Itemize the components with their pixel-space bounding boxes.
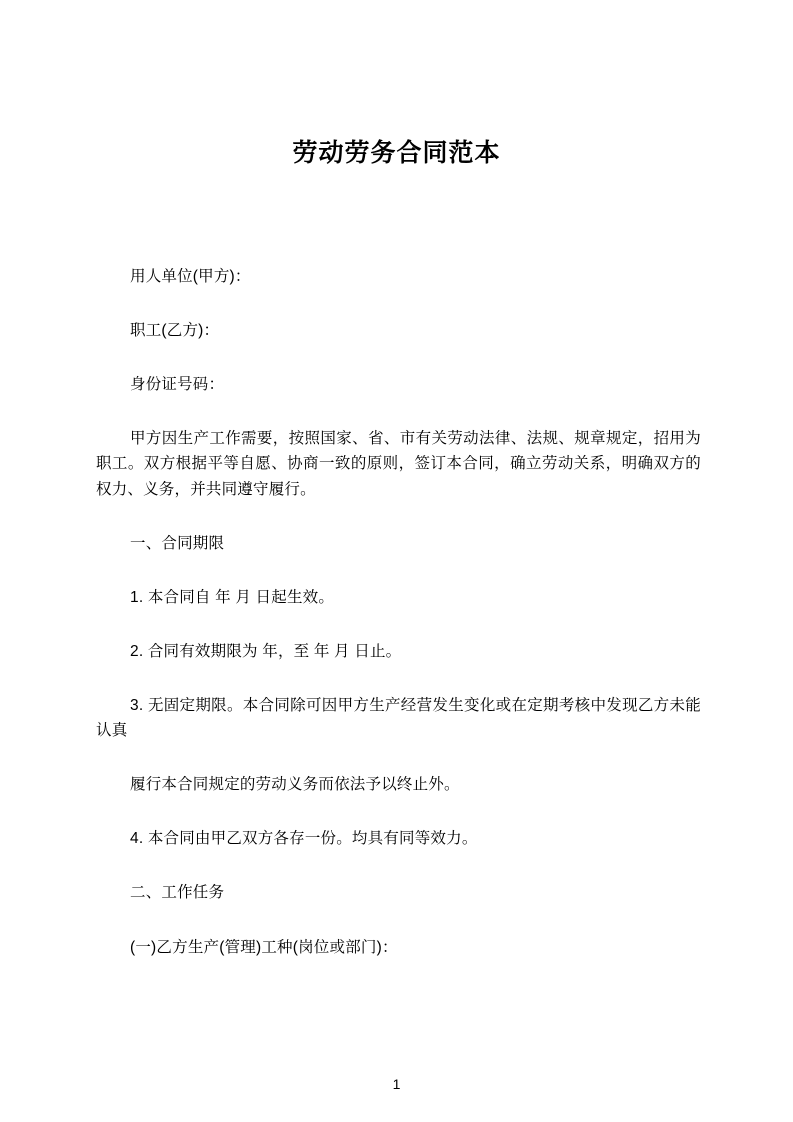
page-number: 1 xyxy=(392,1076,401,1092)
paragraph-clause-1-4: 4. 本合同由甲乙双方各存一份。均具有同等效力。 xyxy=(130,830,478,848)
page-title: 劳动劳务合同范本 xyxy=(292,139,501,167)
paragraph-preamble: 甲方因生产工作需要，按照国家、省、市有关劳动法律、法规、规章规定，招用为职工。双方根据平等自愿、协商一致的原则，签订本合同，确立劳动关系，明确双方的权力、义务，并共同遵守履行。 xyxy=(96,430,701,498)
paragraph-id-number: 身份证号码： xyxy=(130,376,225,394)
paragraph-employee: 职工(乙方)： xyxy=(130,322,220,340)
heading-section-2: 二、工作任务 xyxy=(130,884,225,902)
paragraph-employer: 用人单位(甲方)： xyxy=(130,268,251,285)
paragraph-clause-1-1: 1. 本合同自 年 月 日起生效。 xyxy=(130,588,335,606)
paragraph-clause-1-3: 3. 无固定期限。本合同除可因甲方生产经营发生变化或在定期考核中发现乙方未能认真 xyxy=(96,696,701,740)
document-body xyxy=(0,264,793,960)
heading-section-1: 一、合同期限 xyxy=(130,534,225,552)
paragraph-clause-2-1: (一)乙方生产(管理)工种(岗位或部门)： xyxy=(130,938,398,956)
paragraph-clause-1-3-continued: 履行本合同规定的劳动义务而依法予以终止外。 xyxy=(130,776,460,794)
paragraph-clause-1-2: 2. 合同有效期限为 年，至 年 月 日止。 xyxy=(130,642,402,660)
